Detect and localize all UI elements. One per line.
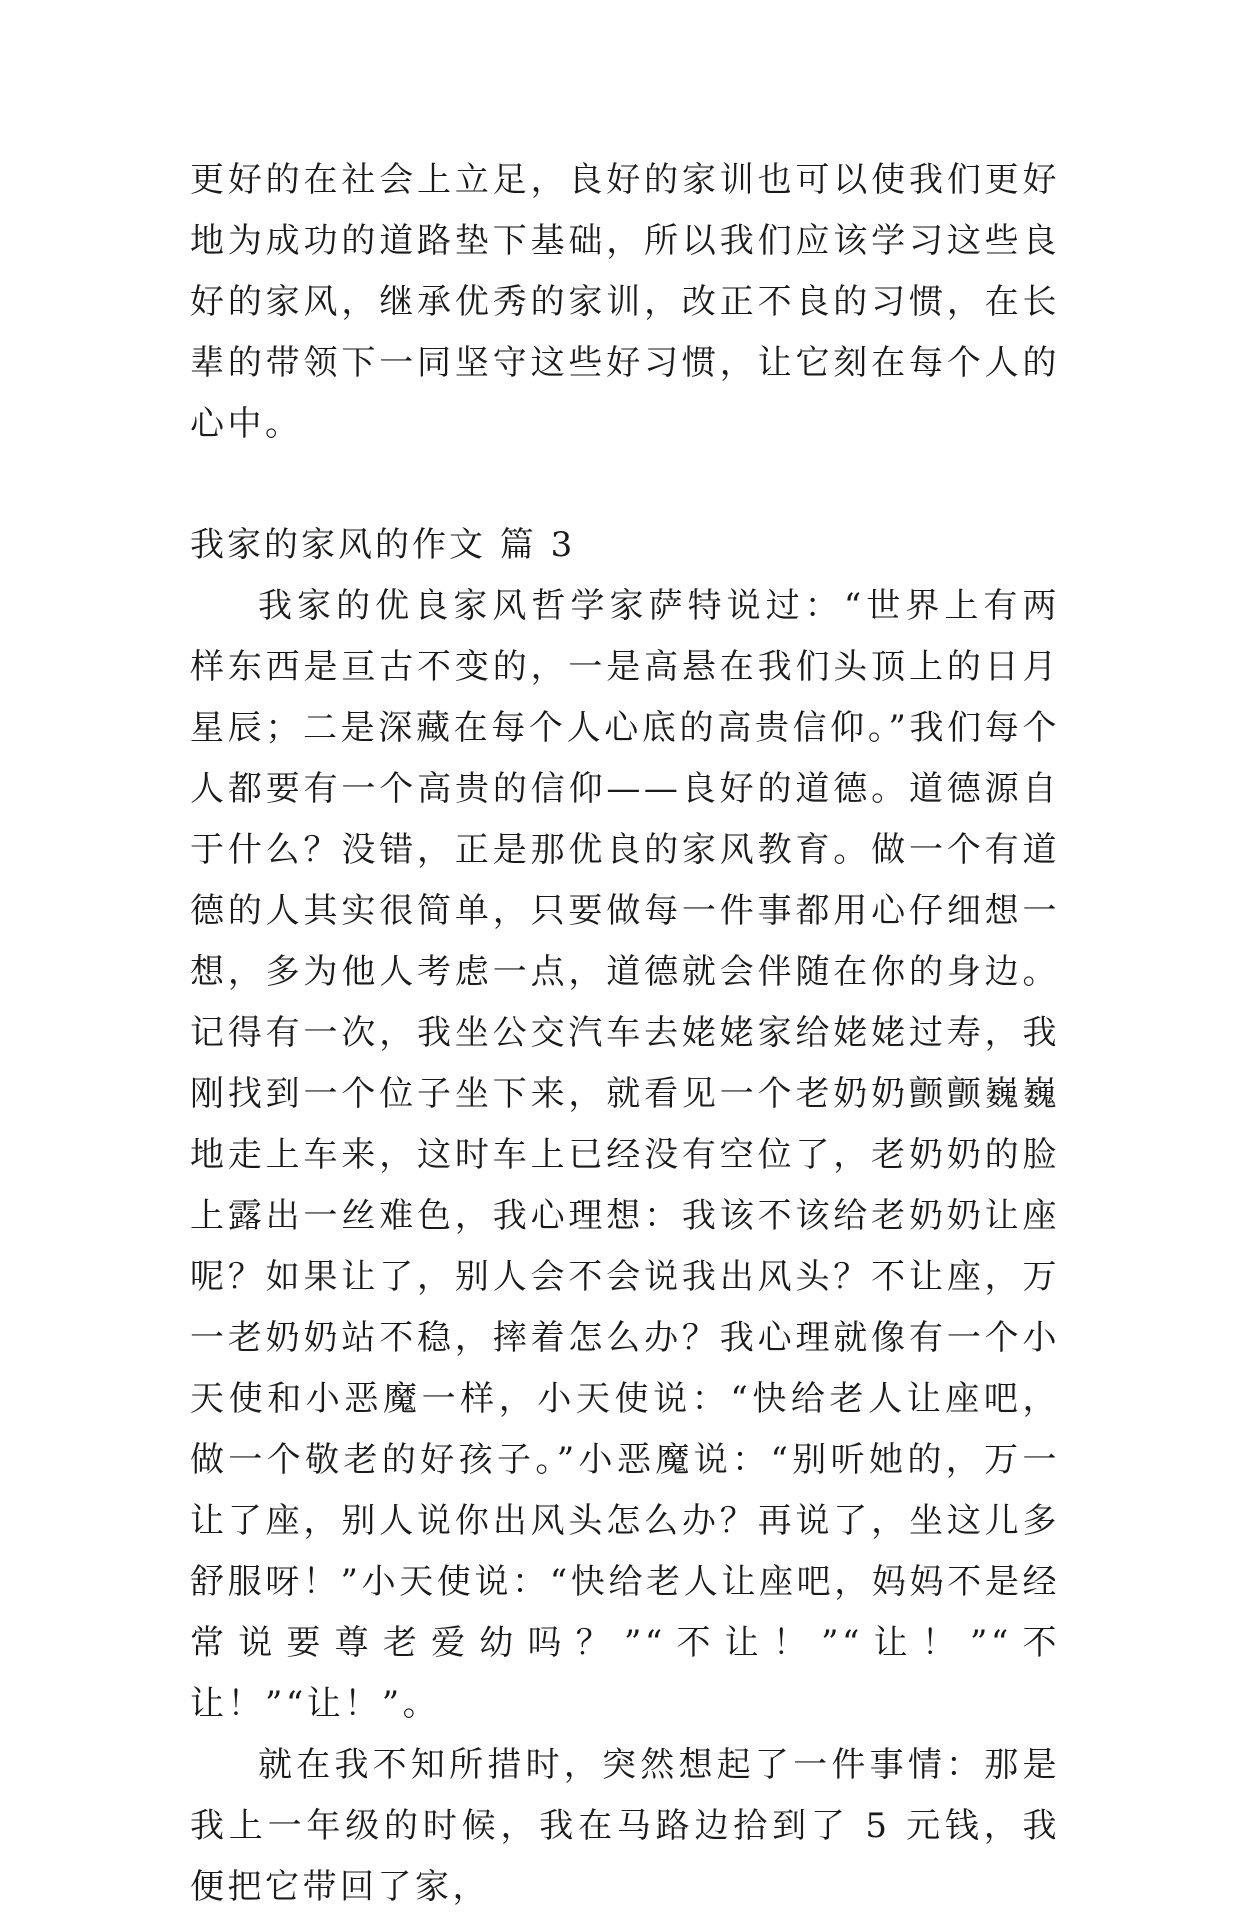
document-page <box>190 150 1060 1918</box>
paragraph-body: 我家的优良家风哲学家萨特说过：“世界上有两样东西是亘古不变的，一是高悬在我们头顶上的日月星辰；二是深藏在每个人心底的高贵信仰。”我们每个人都要有一个高贵的信仰——良好的道德。道德源自于什么？没错，正是那优良的家风教育。做一个有道德的人其实很简单，只要做每一件事都用心仔细想一想，多为他人考虑一点，道德就会伴随在你的身边。记得有一次，我坐公交汽车去姥姥家给姥姥过寿，我刚找到一个位子坐下来，就看见一个老奶奶颤颤巍巍地走上车来，这时车上已经没有空位了，老奶奶的脸上露出一丝难色，我心理想：我该不该给老奶奶让座呢？如果让了，别人会不会说我出风头？不让座，万一老奶奶站不稳，摔着怎么办？我心理就像有一个小天使和小恶魔一样，小天使说：“快给老人让座吧，做一个敬老的好孩子。”小恶魔说：“别听她的，万一让了座，别人说你出风头怎么办？再说了，坐这儿多舒服呀！”小天使说：“快给老人让座吧，妈妈不是经常说要尊老爱幼吗？”“不让！”“让！”“不让！”“让！”。 <box>190 586 1060 1724</box>
paragraph-continuation: 更好的在社会上立足，良好的家训也可以使我们更好地为成功的道路垫下基础，所以我们应该学习这些良好的家风，继承优秀的家训，改正不良的习惯，在长辈的带领下一同坚守这些好习惯，让它刻在每个人的心中。 <box>190 160 1060 444</box>
paragraph-body-next: 就在我不知所措时，突然想起了一件事情：那是我上一年级的时候，我在马路边拾到了 5 元钱，我便把它带回了家， <box>190 1745 1060 1907</box>
essay-heading: 我家的家风的作文 篇 3 <box>190 525 576 565</box>
